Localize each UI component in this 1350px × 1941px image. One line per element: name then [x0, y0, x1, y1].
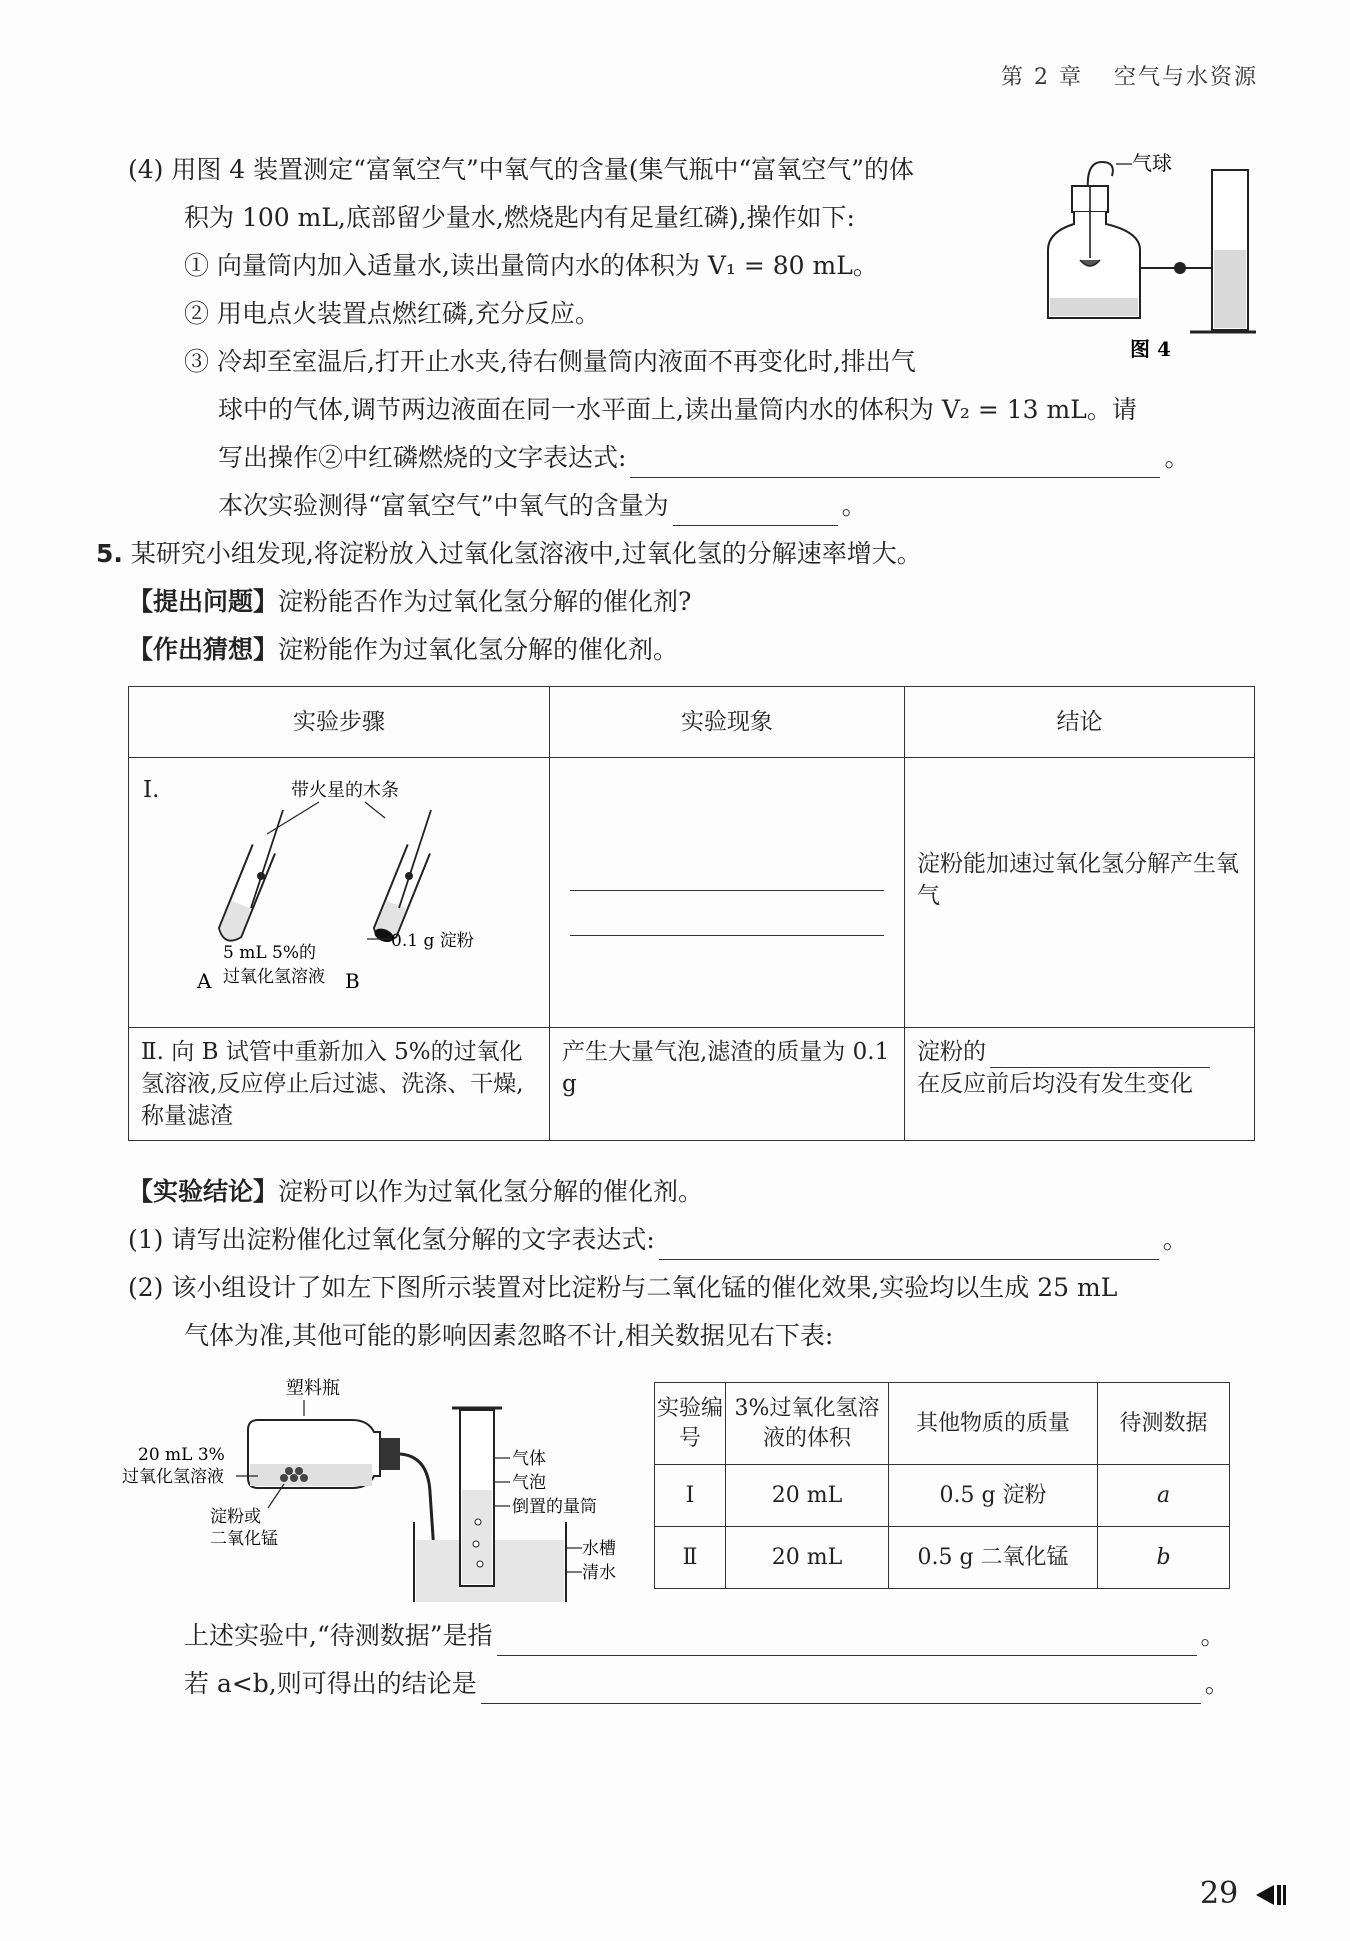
row2-conclusion-cell [905, 1028, 1255, 1141]
bubble-icon [475, 1519, 481, 1525]
data-header-measure: 待测数据 [1098, 1383, 1230, 1465]
apparatus-figure [118, 1372, 638, 1602]
row2-conclusion-prefix: 淀粉的 [917, 1039, 986, 1065]
data-cell: a [1098, 1465, 1230, 1527]
data-header-id: 实验编号 [655, 1383, 726, 1465]
spark-b-icon [405, 872, 413, 880]
wait-data-text: 上述实验中,“待测数据”是指 [184, 1621, 493, 1650]
row2-conclusion-suffix: 在反应前后均没有发生变化 [917, 1071, 1193, 1097]
data-cell: 0.5 g 淀粉 [889, 1465, 1098, 1527]
q5-intro-text: 某研究小组发现,将淀粉放入过氧化氢溶液中,过氧化氢的分解速率增大。 [130, 539, 922, 568]
page-number-text: 29 [1200, 1876, 1239, 1911]
guess-tag: 【作出猜想】 [128, 635, 279, 664]
connecting-tube [1140, 268, 1222, 320]
chapter-title: 空气与水资源 [1113, 65, 1258, 90]
experiment-table-header [129, 687, 1255, 758]
cylinder-water [462, 1490, 492, 1584]
data-table-header [655, 1383, 1230, 1465]
data-cell: Ⅰ [655, 1465, 726, 1527]
answer-line-phenomenon-2[interactable] [570, 913, 884, 936]
q5-sub-2b: 气体为准,其他可能的影响因素忽略不计,相关数据见右下表: [184, 1321, 834, 1350]
trough-label: 水槽 [582, 1539, 616, 1559]
splint-pointer-b [365, 802, 385, 818]
data-cell: 20 mL [726, 1527, 889, 1589]
q4-ask-1-period: 。 [1164, 443, 1190, 472]
q5-experiment-conclusion [128, 1172, 703, 1212]
header-phenomenon: 实验现象 [550, 687, 905, 758]
data-row [655, 1527, 1230, 1589]
row1-conclusion: 淀粉能加速过氧化氢分解产生氧气 [905, 758, 1255, 1028]
page-arrow-icon [1254, 1883, 1288, 1907]
data-row [655, 1465, 1230, 1527]
chapter-label: 第 2 章 [1001, 65, 1083, 90]
tube-a-label: A [197, 969, 212, 993]
q4-ask-2-text: 本次实验测得“富氧空气”中氧气的含量为 [218, 491, 669, 520]
bottle-water [1050, 298, 1138, 316]
starch-label: 0.1 g 淀粉 [391, 931, 474, 951]
sub1-text: (1) 请写出淀粉催化过氧化氢分解的文字表达式: [128, 1225, 655, 1254]
q4-step-3b: 球中的气体,调节两边液面在同一水平面上,读出量筒内水的体积为 V₂ = 13 mL。请 [218, 395, 1137, 424]
catalyst-icon [280, 1474, 288, 1482]
q5-wait-data [184, 1616, 1226, 1656]
q5-intro [96, 534, 922, 574]
clamp-icon [1174, 262, 1186, 274]
bottle-solution [250, 1464, 372, 1486]
bottle-label: 塑料瓶 [286, 1378, 340, 1399]
catalyst-label-2: 二氧化锰 [210, 1529, 278, 1549]
solution-label-1: 20 mL 3% [138, 1445, 225, 1465]
q4-step-2: ② 用电点火装置点燃红磷,充分反应。 [184, 299, 600, 328]
q4-ask-1 [218, 438, 1189, 478]
header-steps: 实验步骤 [129, 687, 550, 758]
data-table [654, 1382, 1230, 1589]
spark-a-icon [257, 872, 265, 880]
page-header [1001, 60, 1258, 91]
gas-label: 气体 [512, 1449, 546, 1469]
header-conclusion: 结论 [905, 687, 1255, 758]
q4-step-3a: ③ 冷却至室温后,打开止水夹,待右侧量筒内液面不再变化时,排出气 [184, 347, 916, 376]
row1-phenomenon-cell [550, 758, 905, 1028]
q4-ask-2 [218, 486, 867, 526]
answer-blank-phosphorus-equation[interactable] [630, 447, 1160, 478]
solution-label-1: 5 mL 5%的 [223, 943, 317, 963]
bottle-cap [380, 1438, 400, 1470]
conclusion-text: 淀粉可以作为过氧化氢分解的催化剂。 [278, 1177, 704, 1206]
solution-label-2: 过氧化氢溶液 [122, 1467, 224, 1487]
experiment-table [128, 686, 1255, 1141]
q5-if-conclusion [184, 1664, 1230, 1704]
answer-blank-oxygen-content[interactable] [673, 495, 838, 526]
ask-tag: 【提出问题】 [128, 587, 279, 616]
data-header-volume: 3%过氧化氢溶液的体积 [726, 1383, 889, 1465]
q4-step-1: ① 向量筒内加入适量水,读出量筒内水的体积为 V₁ = 80 mL。 [184, 251, 878, 280]
row2-phenomenon: 产生大量气泡,滤渣的质量为 0.1 g [550, 1028, 905, 1141]
q5-sub-2a: (2) 该小组设计了如左下图所示装置对比淀粉与二氧化锰的催化效果,实验均以生成 25 mL [128, 1273, 1118, 1302]
test-tubes-figure [169, 768, 509, 1023]
q4-line-1: (4) 用图 4 装置测定“富氧空气”中氧气的含量(集气瓶中“富氧空气”的体 [128, 155, 915, 184]
sub1-period: 。 [1162, 1225, 1188, 1254]
row1-step-label: Ⅰ. [143, 777, 160, 803]
if-conclusion-text: 若 a<b,则可得出的结论是 [184, 1669, 477, 1698]
balloon-label: 气球 [1132, 151, 1172, 175]
q5-number: 5. [96, 539, 123, 568]
data-cell: b [1098, 1527, 1230, 1589]
q5-hypothesis [128, 630, 678, 670]
figure-4-caption: 图 4 [1130, 337, 1171, 360]
figure-4-apparatus [1040, 150, 1260, 360]
splint-label: 带火星的木条 [291, 780, 399, 801]
q4-ask-1-text: 写出操作②中红磷燃烧的文字表达式: [218, 443, 627, 472]
ask-text: 淀粉能否作为过氧化氢分解的催化剂? [278, 587, 692, 616]
experiment-row-1 [129, 758, 1255, 1028]
splint-pointer-a [267, 802, 319, 834]
cylinder-label: 倒置的量筒 [512, 1497, 597, 1517]
water-label: 清水 [582, 1563, 616, 1583]
q4-line-2: 积为 100 mL,底部留少量水,燃烧匙内有足量红磷),操作如下: [184, 203, 855, 232]
q5-sub-1 [128, 1220, 1188, 1260]
tube-b-label: B [345, 969, 360, 993]
page-number [1200, 1876, 1288, 1911]
experiment-row-2 [129, 1028, 1255, 1141]
if-conclusion-period: 。 [1204, 1669, 1230, 1698]
cylinder-water [1214, 250, 1246, 328]
answer-blank-starch-property[interactable] [990, 1041, 1210, 1068]
data-cell: Ⅱ [655, 1527, 726, 1589]
bubble-label: 气泡 [512, 1473, 546, 1493]
catalyst-label-1: 淀粉或 [210, 1507, 261, 1527]
q4-ask-2-period: 。 [841, 491, 867, 520]
solution-label-2: 过氧化氢溶液 [223, 967, 325, 987]
answer-blank-starch-equation[interactable] [659, 1229, 1159, 1260]
conclusion-tag: 【实验结论】 [128, 1177, 279, 1206]
answer-line-phenomenon-1[interactable] [570, 868, 884, 891]
q5-ask-question [128, 582, 691, 622]
answer-blank-conclusion[interactable] [481, 1673, 1201, 1704]
wait-data-period: 。 [1200, 1621, 1226, 1650]
row2-step: Ⅱ. 向 B 试管中重新加入 5%的过氧化氢溶液,反应停止后过滤、洗涤、干燥,称量滤渣 [129, 1028, 550, 1141]
row1-step-cell [129, 758, 550, 1028]
data-cell: 0.5 g 二氧化锰 [889, 1527, 1098, 1589]
answer-blank-measured-data[interactable] [497, 1625, 1197, 1656]
guess-text: 淀粉能作为过氧化氢分解的催化剂。 [278, 635, 679, 664]
data-header-mass: 其他物质的质量 [889, 1383, 1098, 1465]
data-cell: 20 mL [726, 1465, 889, 1527]
